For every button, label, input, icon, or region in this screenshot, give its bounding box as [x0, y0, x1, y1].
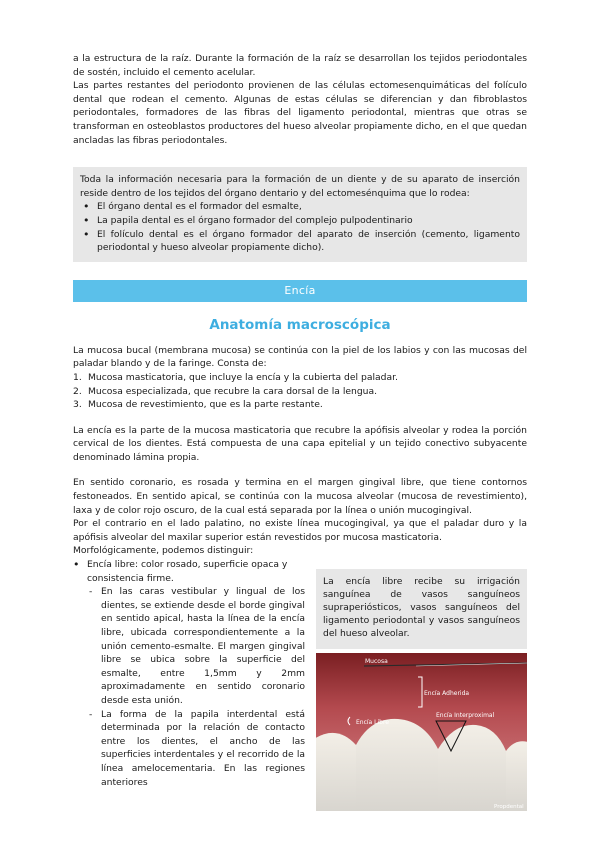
figure-column: [316, 569, 527, 811]
mucosa-list-item: [73, 385, 527, 399]
encia-definition: La encía es la parte de la mucosa masticatoria que recubre la apófisis alveolar y rodea la porción cervical de los dientes. Está compuesta de una capa epitelial y un tejido conectivo subyacente denominado lámina propia.: [73, 424, 527, 463]
mucosa-list: [73, 371, 527, 412]
summary-item: • El órgano dental es el formador del esmalte,: [80, 200, 520, 214]
palatal-paragraph: Por el contrario en el lado palatino, no existe línea mucogingival, ya que el paladar duro y la apófisis alveolar del maxilar superior están revestidos por mucosa masticatoria.: [73, 518, 527, 543]
left-column: [73, 558, 305, 789]
two-column-section: [73, 558, 527, 818]
mucosa-list-item: [73, 371, 527, 385]
label-libre: Encía Libre: [356, 719, 389, 727]
label-adherida: Encía Adherida: [424, 690, 470, 698]
intro-paragraph-1: a la estructura de la raíz. Durante la formación de la raíz se desarrollan los tejidos periodontales de sostén, incluido el cemento acelular.: [73, 53, 527, 78]
morphology-intro: Morfológicamente, podemos distinguir:: [73, 545, 254, 557]
summary-item: • La papila dental es el órgano formador del complejo pulpodentinario: [80, 214, 520, 228]
summary-item: • El folículo dental es el órgano formador del aparato de inserción (cemento, ligamento periodontal y hueso alveolar propiamente dicho).: [80, 228, 520, 255]
document-page: [73, 52, 527, 818]
figure-caption: La encía libre recibe su irrigación sanguínea de vasos sanguíneos supraperiósticos, vasos sanguíneos del ligamento periodontal y vasos sanguíneos del hueso alveolar.: [316, 569, 527, 649]
list-text: Mucosa masticatoria, que incluye la encía y la cubierta del paladar.: [88, 371, 398, 383]
summary-lead: Toda la información necesaria para la formación de un diente y de su aparato de inserción reside dentro de los tejidos del órgano dentario y del ectomesénquima que lo rodea:: [80, 174, 520, 199]
gingiva-photo: [316, 653, 527, 811]
list-text: Mucosa de revestimiento, que es la parte restante.: [88, 399, 323, 411]
section-heading: Anatomía macroscópica: [209, 316, 391, 333]
section-banner: Encía: [73, 280, 527, 302]
bullet-dot: •: [73, 558, 80, 572]
summary-list: [80, 200, 520, 254]
summary-box: [73, 167, 527, 262]
free-gingiva-bullet: [73, 558, 305, 789]
free-gingiva-sublist: [87, 585, 305, 789]
mucosa-intro: La mucosa bucal (membrana mucosa) se continúa con la piel de los labios y con las mucosas del paladar blando y de la faringe. Consta de:: [73, 344, 527, 370]
list-number: 2.: [73, 385, 82, 397]
free-gingiva-text: Encía libre: color rosado, superficie opaca y consistencia firme.: [87, 559, 288, 584]
photo-credit: Propdental: [494, 804, 524, 811]
tooth-shape: [356, 719, 438, 811]
sublist-item: - La forma de la papila interdental está determinada por la relación de contacto entre los dientes, el ancho de las superficies interdentales y el recorrido de la línea amelocementaria. En las regiones anteriores: [89, 708, 305, 788]
tooth-shape: [438, 725, 506, 811]
list-number: 1.: [73, 371, 82, 383]
tooth-shape: [316, 733, 356, 811]
label-interproximal: Encía Interproximal: [436, 712, 495, 720]
coronal-paragraph: En sentido coronario, es rosada y termina en el margen gingival libre, que tiene contornos festoneados. En sentido apical, se continúa con la mucosa alveolar (mucosa de revestimiento), laxa y de color rojo oscuro, de la cual está separada por la línea o unión mucogingival.: [73, 477, 527, 516]
tooth-shape: [506, 741, 527, 811]
mucosa-list-item: [73, 398, 527, 412]
sublist-item: - En las caras vestibular y lingual de los dientes, se extiende desde el borde gingival en sentido apical, hasta la línea de la encía libre, ubicada correspondientemente a la unión cemento-esmalte. El margen gingival libre se ubica sobre la superficie del esmalte, entre 1,5mm y 2mm aproximadamente en sentido coronario desde esta unión.: [89, 586, 305, 706]
intro-paragraph-2: Las partes restantes del periodonto provienen de las células ectomesenquimáticas del folículo dental que rodean el cemento. Algunas de estas células se diferencian y dan fibroblastos periodontales, formadores de las fibras del ligamento periodontal, mientras que otras se transforman en osteoblastos productores del hueso alveolar propiamente dicho, en el que quedan ancladas las fibras periodontales.: [73, 80, 527, 146]
label-mucosa: Mucosa: [365, 658, 388, 666]
list-number: 3.: [73, 399, 82, 411]
list-text: Mucosa especializada, que recubre la cara dorsal de la lengua.: [88, 385, 378, 397]
